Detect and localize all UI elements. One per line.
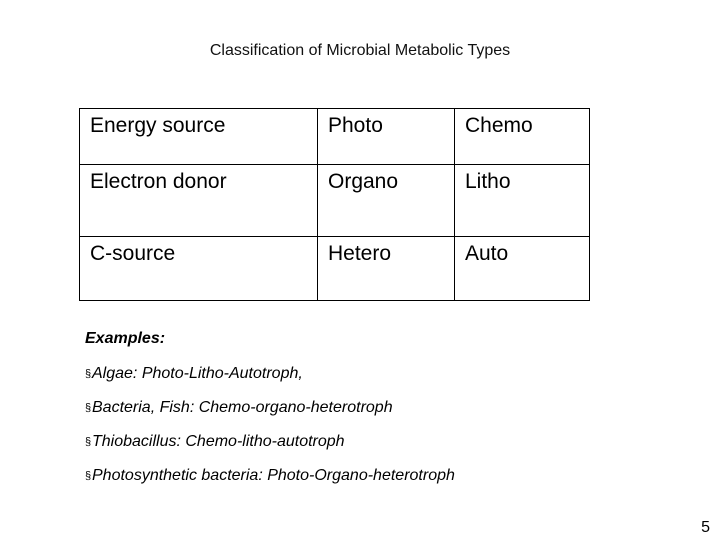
- table-cell: Energy source: [80, 109, 318, 165]
- page-number: 5: [701, 519, 710, 536]
- table-cell: Chemo: [455, 109, 590, 165]
- list-item-text: Bacteria, Fish: Chemo-organo-heterotroph: [92, 399, 393, 416]
- examples-section: [85, 330, 685, 500]
- table-cell: Photo: [318, 109, 455, 165]
- list-item-text: Thiobacillus: Chemo-litho-autotroph: [92, 433, 345, 450]
- table-cell: Organo: [318, 165, 455, 237]
- table-cell: Hetero: [318, 237, 455, 301]
- bullet-icon: §: [85, 368, 92, 380]
- table-row: [80, 165, 590, 237]
- list-item: [85, 466, 685, 486]
- list-item: [85, 398, 685, 418]
- examples-heading: Examples:: [85, 330, 166, 347]
- table-cell: C-source: [80, 237, 318, 301]
- list-item: [85, 432, 685, 452]
- list-item: [85, 364, 685, 384]
- table-cell: Electron donor: [80, 165, 318, 237]
- table-row: [80, 237, 590, 301]
- table-cell: Auto: [455, 237, 590, 301]
- table-cell: Litho: [455, 165, 590, 237]
- bullet-icon: §: [85, 402, 92, 414]
- list-item-text: Photosynthetic bacteria: Photo-Organo-heterotroph: [92, 467, 455, 484]
- bullet-icon: §: [85, 470, 92, 482]
- slide-title: Classification of Microbial Metabolic Types: [209, 42, 511, 59]
- list-item-text: Algae: Photo-Litho-Autotroph,: [92, 365, 303, 382]
- table-row: [80, 109, 590, 165]
- metabolic-types-table: [79, 108, 590, 301]
- bullet-icon: §: [85, 436, 92, 448]
